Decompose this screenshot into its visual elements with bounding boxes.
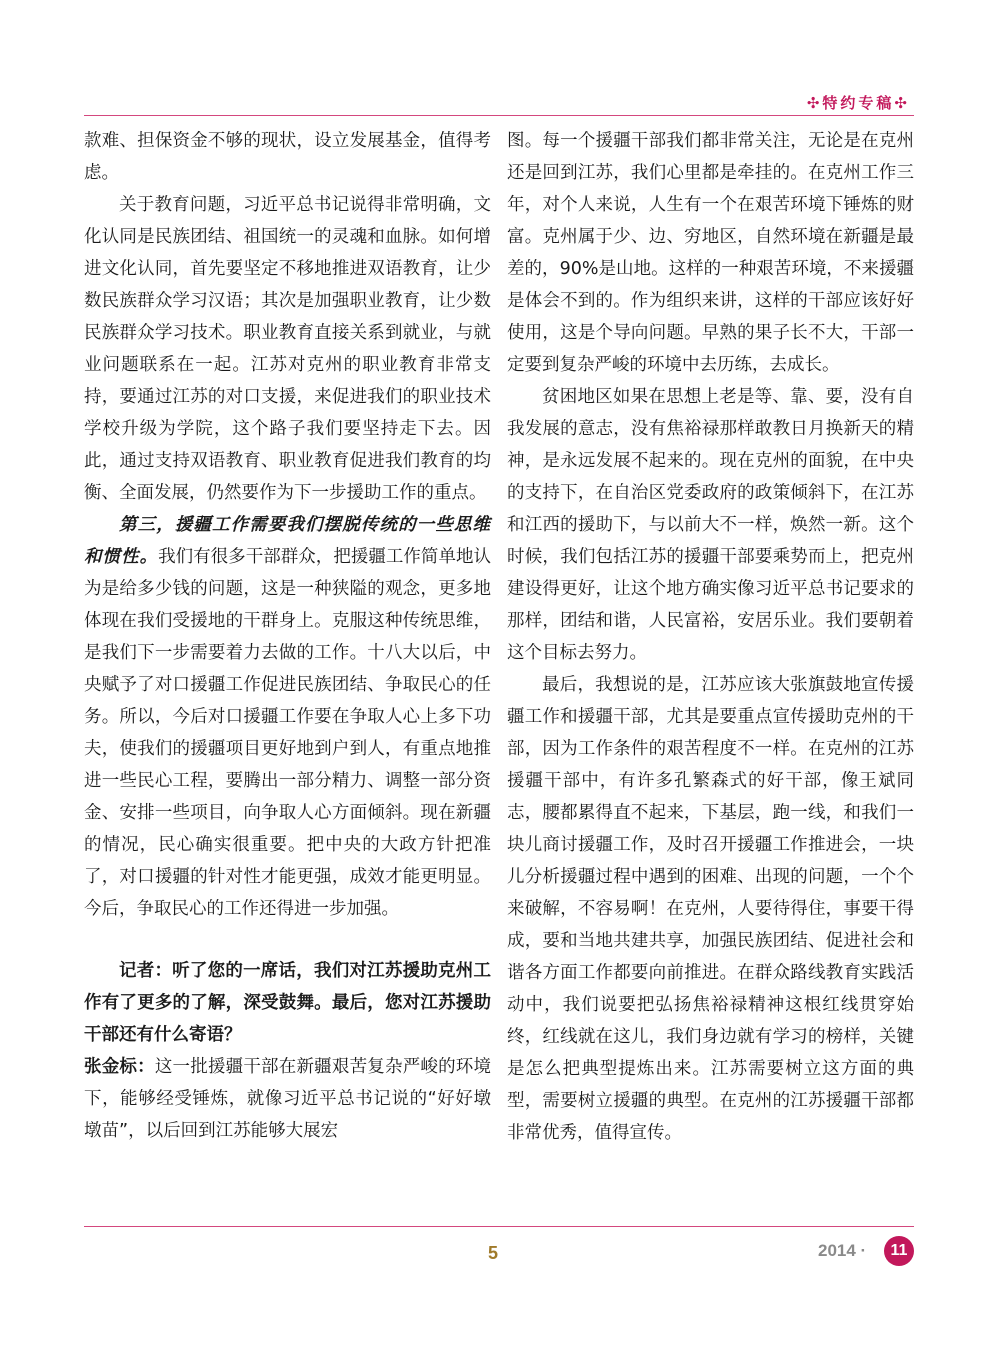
section-label: ✣特约专稿✣	[806, 94, 910, 112]
paragraph: 款难、担保资金不够的现状，设立发展基金，值得考虑。	[84, 131, 491, 183]
header-divider	[84, 115, 914, 116]
paragraph-body: 我们有很多干部群众，把援疆工作简单地认为是给多少钱的问题，这是一种狭隘的观念，更多地体现在我们受援地的干群身上。克服这种传统思维，是我们下一步需要着力去做的工作。十八大以后，中央赋予了对口援疆工作促进民族团结、争取民心的任务。所以，今后对口援疆工作要在争取人心上多下功夫，使我们的援疆项目更好地到户到人，有重点地推进一些民心工程，要腾出一部分精力、调整一部分资金、安排一些项目，向争取人心方面倾斜。现在新疆的情况，民心确实很重要。把中央的大政方针把准了，对口援疆的针对性才能更强，成效才能更明显。今后，争取民心的工作还得进一步加强。	[84, 547, 492, 919]
right-column	[507, 125, 914, 1149]
paragraph-lead: 第三，援疆工作需要我们摆脱传统的一些思维和惯性。	[84, 515, 491, 567]
page-number: 5	[488, 1243, 499, 1263]
paragraph	[84, 509, 491, 925]
interviewer-question: 记者：听了您的一席话，我们对江苏援助克州工作有了更多的了解，深受鼓舞。最后，您对江苏援助干部还有什么寄语？	[84, 961, 491, 1045]
issue-number-badge: 11	[884, 1236, 914, 1266]
footer-divider	[84, 1226, 914, 1227]
interviewee-answer	[84, 1051, 491, 1147]
paragraph: 图。每一个援疆干部我们都非常关注，无论是在克州还是回到江苏，我们心里都是牵挂的。在克州工作三年，对个人来说，人生有一个在艰苦环境下锤炼的财富。克州属于少、边、穷地区，自然环境在新疆是最差的，90%是山地。这样的一种艰苦环境，不来援疆是体会不到的。作为组织来讲，这样的干部应该好好使用，这是个导向问题。早熟的果子长不大，干部一定要到复杂严峻的环境中去历练，去成长。	[507, 131, 914, 375]
speaker-name: 张金标：	[84, 1057, 155, 1077]
paragraph: 最后，我想说的是，江苏应该大张旗鼓地宣传援疆工作和援疆干部，尤其是要重点宣传援助克州的干部，因为工作条件的艰苦程度不一样。在克州的江苏援疆干部中，有许多孔繁森式的好干部，像王斌同志，腰都累得直不起来，下基层，跑一线，和我们一块儿商讨援疆工作，及时召开援疆工作推进会，一块儿分析援疆过程中遇到的困难、出现的问题，一个个来破解，不容易啊！在克州，人要待得住，事要干得成，要和当地共建共享，加强民族团结、促进社会和谐各方面工作都要向前推进。在群众路线教育实践活动中，我们说要把弘扬焦裕禄精神这根红线贯穿始终，红线就在这儿，我们身边就有学习的榜样，关键是怎么把典型提炼出来。江苏需要树立这方面的典型，需要树立援疆的典型。在克州的江苏援疆干部都非常优秀，值得宣传。	[507, 675, 914, 1143]
answer-text: 这一批援疆干部在新疆艰苦复杂严峻的环境下，能够经受锤炼，就像习近平总书记说的“好好墩墩苗”，以后回到江苏能够大展宏	[84, 1057, 492, 1141]
paragraph: 贫困地区如果在思想上老是等、靠、要，没有自我发展的意志，没有焦裕禄那样敢教日月换新天的精神，是永远发展不起来的。现在克州的面貌，在中央的支持下，在自治区党委政府的政策倾斜下，在江苏和江西的援助下，与以前大不一样，焕然一新。这个时候，我们包括江苏的援疆干部要乘势而上，把克州建设得更好，让这个地方确实像习近平总书记要求的那样，团结和谐，人民富裕，安居乐业。我们要朝着这个目标去努力。	[507, 387, 914, 663]
paragraph: 关于教育问题，习近平总书记说得非常明确，文化认同是民族团结、祖国统一的灵魂和血脉。如何增进文化认同，首先要坚定不移地推进双语教育，让少数民族群众学习汉语；其次是加强职业教育，让少数民族群众学习技术。职业教育直接关系到就业，与就业问题联系在一起。江苏对克州的职业教育非常支持，要通过江苏的对口支援，来促进我们的职业技术学校升级为学院，这个路子我们要坚持走下去。因此，通过支持双语教育、职业教育促进我们教育的均衡、全面发展，仍然要作为下一步援助工作的重点。	[84, 195, 491, 503]
issue-year: 2014 ·	[818, 1241, 867, 1260]
left-column	[84, 125, 491, 1147]
